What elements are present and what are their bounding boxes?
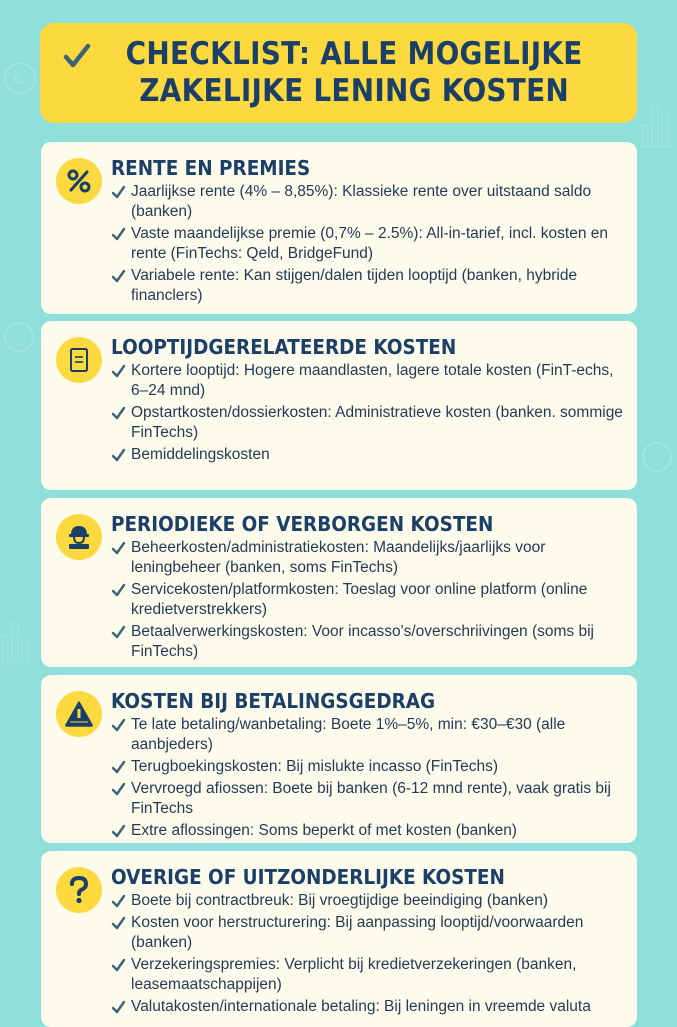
check-icon [111,718,126,733]
check-icon [111,541,126,556]
header-banner [40,23,637,123]
item-text: Valutakosten/internationale betaling: Bij leningen in vreemde valuta [131,998,591,1015]
check-icon [111,760,126,775]
checklist [111,182,623,308]
item-text: Beheerkosten/administratiekosten: Maandelijks/jaarlijks voor leningbeheer (banken, soms FinTechs) [131,539,546,576]
checklist [111,891,623,1019]
section-card-looptijd [41,321,637,490]
checklist-item [111,182,623,222]
coin-decoration [640,440,674,479]
section-card-betalingsgedrag [41,675,637,843]
check-icon [111,227,126,242]
checklist-item [111,580,623,620]
section-card-periodieke-kosten [41,498,637,667]
checklist [111,538,623,664]
item-text: Terugboekingskosten: Bij mislukte incasso (FinTechs) [131,758,498,775]
item-text: Servicekosten/platformkosten: Toeslag voor online platform (online kredietverstrekkers) [131,581,588,618]
check-icon [62,41,92,71]
bar-chart-decoration [0,610,36,670]
checklist-item [111,266,623,306]
check-icon [111,406,126,421]
check-icon [111,782,126,797]
item-text: Boete bij contractbreuk: Bij vroegtijdige beeindiging (banken) [131,892,549,909]
checklist-item [111,445,623,465]
checklist-item [111,913,623,953]
item-text: Jaarlijkse rente (4% – 8,85%): Klassieke rente over uitstaand saldo (banken) [131,183,592,220]
section-title: LOOPTIJDGERELATEERDE KOSTEN [111,335,457,359]
item-text: Kortere looptijd: Hogere maandlasten, lagere totale kosten (FinT-echs, 6–24 mnd) [131,362,614,399]
coin-decoration [2,320,36,359]
warning-icon [56,691,102,737]
section-title: RENTE EN PREMIES [111,156,311,180]
checklist-item [111,361,623,401]
svg-text:€: € [13,69,24,88]
checklist-item [111,538,623,578]
checklist [111,361,623,467]
checklist-item [111,757,623,777]
item-text: Te late betaling/wanbetaling: Boete 1%–5%, min: €30–€30 (alle aanbjeders) [131,716,566,753]
agent-icon [56,514,102,560]
checklist-item [111,224,623,264]
checklist-item [111,622,623,662]
check-icon [111,1000,126,1015]
checklist-item [111,715,623,755]
question-icon [56,867,102,913]
check-icon [111,448,126,463]
checklist [111,715,623,843]
item-text: Opstartkosten/dossierkosten: Administratieve kosten (banken. sommige FinTechs) [131,404,623,441]
section-title: KOSTEN BIJ BETALINGSGEDRAG [111,689,436,713]
page-title [95,36,583,110]
item-text: Vervroegd afiossen: Boete bij banken (6-12 mnd rente), vaak gratis bij FinTechs [131,780,611,817]
checklist-item [111,403,623,443]
title-line-1: CHECKLIST: ALLE MOGELIJKE [125,36,583,72]
percent-icon [56,158,102,204]
item-text: Vaste maandelijkse premie (0,7% – 2.5%): All-in-tarief, incl. kosten en rente (FinTechs: Qeld, BridgeFund) [131,225,608,262]
section-title: PERIODIEKE OF VERBORGEN KOSTEN [111,512,494,536]
section-card-rente-en-premies [41,142,637,314]
check-icon [111,583,126,598]
check-icon [111,364,126,379]
check-icon [111,958,126,973]
item-text: Extre aflossingen: Soms beperkt of met kosten (banken) [131,822,517,839]
check-icon [111,269,126,284]
item-text: Kosten voor herstructurering: Bij aanpassing looptijd/voorwaarden (banken) [131,914,584,951]
checklist-item [111,891,623,911]
checklist-item [111,955,623,995]
item-text: Verzekeringspremies: Verplicht bij kredietverzekeringen (banken, leasemaatschappijen) [131,956,577,993]
check-icon [111,894,126,909]
check-icon [111,824,126,839]
check-icon [111,916,126,931]
checklist-item [111,997,623,1017]
document-icon [56,337,102,383]
bar-chart-decoration [640,95,676,155]
check-icon [111,625,126,640]
title-line-2: ZAKELIJKE LENING KOSTEN [138,73,569,109]
checklist-item [111,821,623,841]
checklist-item [111,779,623,819]
section-card-overige-kosten [41,851,637,1027]
item-text: Bemiddelingskosten [131,446,270,463]
item-text: Variabele rente: Kan stijgen/dalen tijden looptijd (banken, hybride financlers) [131,267,578,304]
euro-coin-decoration [2,60,38,101]
section-title: OVERIGE OF UITZONDERLIJKE KOSTEN [111,865,505,889]
item-text: Betaalverwerkingskosten: Voor incasso's/overschriivingen (soms bij FinTechs) [131,623,594,660]
check-icon [111,185,126,200]
